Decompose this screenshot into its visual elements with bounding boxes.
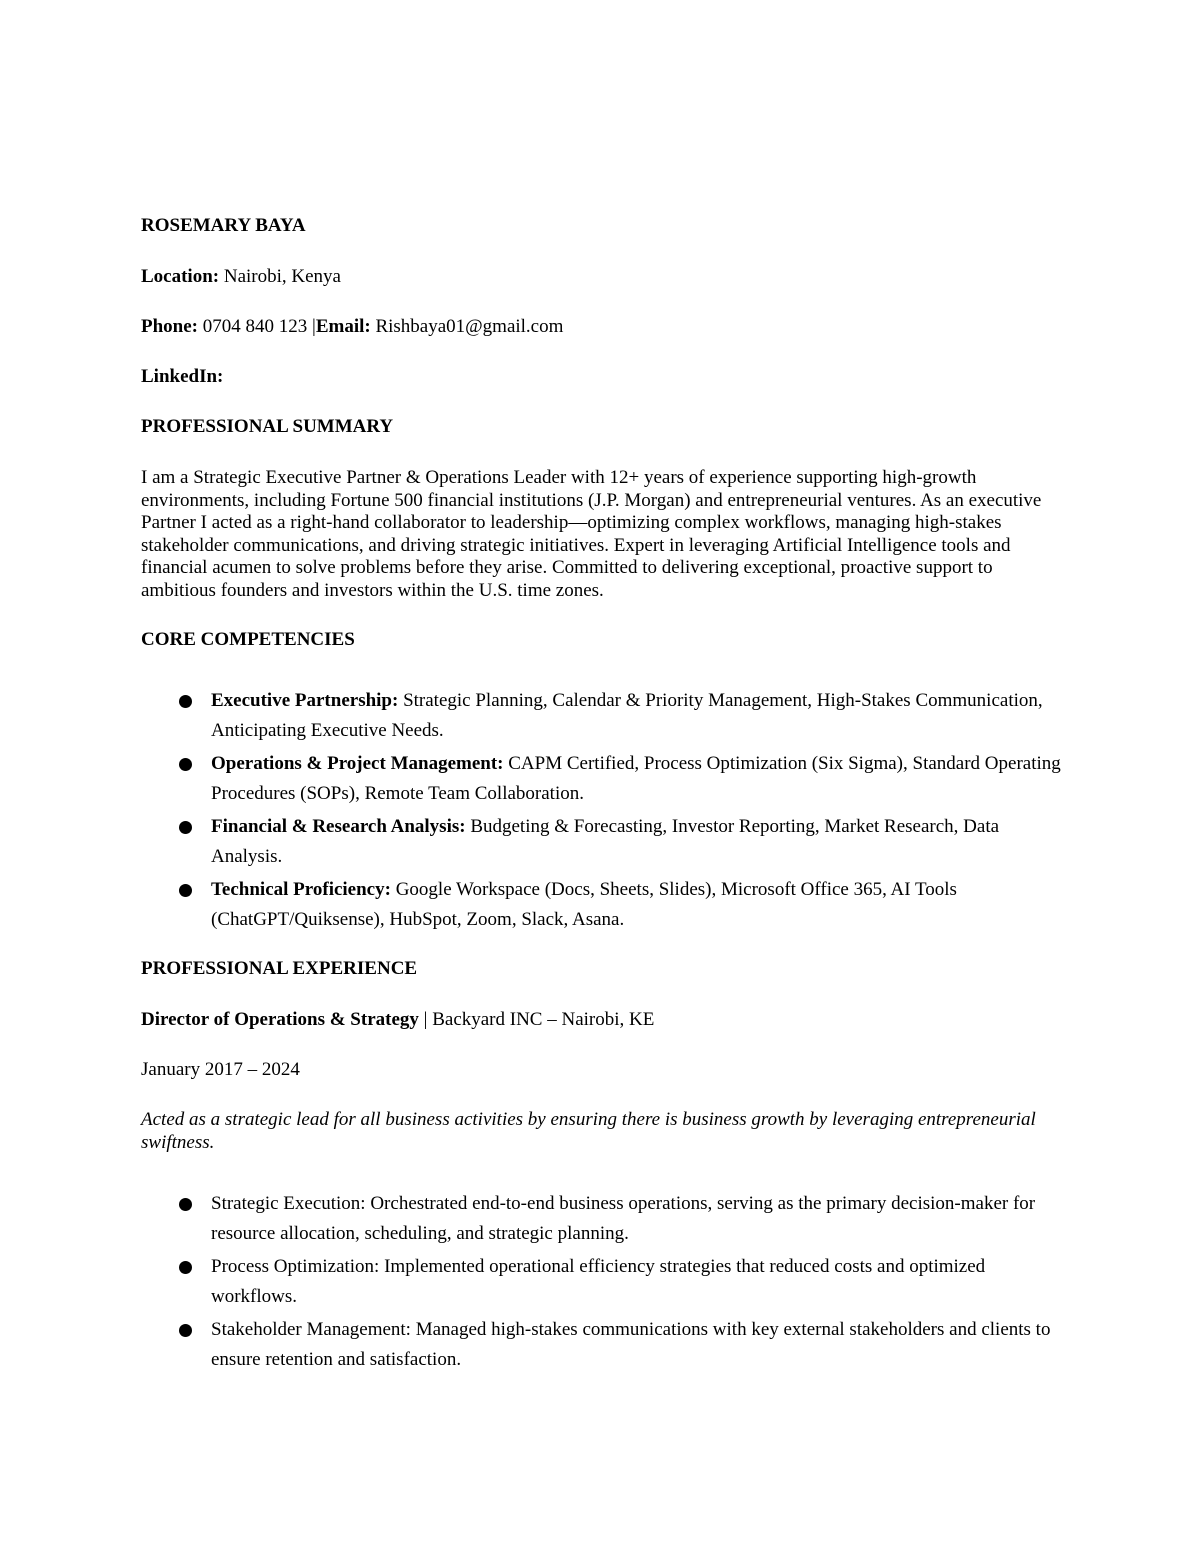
job-dates: January 2017 – 2024 xyxy=(141,1059,300,1080)
bullet-dot-icon xyxy=(179,1324,192,1337)
competency-label: Financial & Research Analysis: xyxy=(211,816,466,837)
competencies-list xyxy=(141,686,1066,938)
phone-label: Phone: xyxy=(141,316,198,337)
job-bullet-item xyxy=(141,1252,1061,1312)
job-title-line xyxy=(141,1009,654,1031)
location-line xyxy=(141,266,341,288)
email-label: Email: xyxy=(315,316,371,337)
email-value[interactable]: Rishbaya01@gmail.com xyxy=(375,316,564,337)
job-bullet-text: Process Optimization: Implemented operational efficiency strategies that reduced costs and optimized workflows. xyxy=(211,1256,986,1307)
contact-separator: | xyxy=(312,316,316,337)
bullet-dot-icon xyxy=(179,821,192,834)
job-title: Director of Operations & Strategy xyxy=(141,1009,419,1030)
bullet-dot-icon xyxy=(179,1198,192,1211)
job-bullet-item xyxy=(141,1315,1061,1375)
competency-item xyxy=(141,812,1061,872)
job-description: Acted as a strategic lead for all business activities by ensuring there is business growth by leveraging entrepreneurial swiftness. xyxy=(141,1109,1036,1153)
bullet-dot-icon xyxy=(179,695,192,708)
competency-text: Google Workspace (Docs, Sheets, Slides), Microsoft Office 365, AI Tools (ChatGPT/Quiksense), HubSpot, Zoom, Slack, Asana. xyxy=(211,879,957,930)
summary-text: I am a Strategic Executive Partner & Operations Leader with 12+ years of experience supporting high-growth environments, including Fortune 500 financial institutions (J.P. Morgan) and entrepreneurial ventures. As an executive Partner I acted as a right-hand collaborator to leadership—optimizing complex workflows, managing high-stakes stakeholder communications, and driving strategic initiatives. Expert in leveraging Artificial Intelligence tools and financial acumen to solve problems before they arise. Committed to delivering exceptional, proactive support to ambitious founders and investors within the U.S. time zones. xyxy=(141,467,1042,601)
contact-line xyxy=(141,316,563,338)
competency-item xyxy=(141,749,1061,809)
competencies-heading: CORE COMPETENCIES xyxy=(141,629,355,650)
competency-item xyxy=(141,686,1061,746)
job-bullet-text: Strategic Execution: Orchestrated end-to-end business operations, serving as the primary decision-maker for resource allocation, scheduling, and strategic planning. xyxy=(211,1193,1036,1244)
candidate-name: ROSEMARY BAYA xyxy=(141,215,306,236)
competency-label: Executive Partnership: xyxy=(211,690,399,711)
location-label: Location: xyxy=(141,266,220,287)
bullet-dot-icon xyxy=(179,758,192,771)
bullet-dot-icon xyxy=(179,1261,192,1274)
summary-heading: PROFESSIONAL SUMMARY xyxy=(141,416,394,437)
competency-item xyxy=(141,875,1061,935)
location-value: Nairobi, Kenya xyxy=(223,266,341,287)
linkedin-label: LinkedIn: xyxy=(141,366,224,387)
phone-value: 0704 840 123 xyxy=(202,316,308,337)
job-bullets-list xyxy=(141,1189,1066,1378)
competency-text: Budgeting & Forecasting, Investor Reporting, Market Research, Data Analysis. xyxy=(211,816,1000,867)
job-bullet-item xyxy=(141,1189,1061,1249)
competency-label: Operations & Project Management: xyxy=(211,753,504,774)
job-company: | Backyard INC – Nairobi, KE xyxy=(423,1009,655,1030)
experience-heading: PROFESSIONAL EXPERIENCE xyxy=(141,958,418,979)
competency-text: Strategic Planning, Calendar & Priority Management, High-Stakes Communication, Anticipating Executive Needs. xyxy=(211,690,1043,741)
competency-text: CAPM Certified, Process Optimization (Six Sigma), Standard Operating Procedures (SOPs), Remote Team Collaboration. xyxy=(211,753,1061,804)
job-bullet-text: Stakeholder Management: Managed high-stakes communications with key external stakeholders and clients to ensure retention and satisfaction. xyxy=(211,1319,1051,1370)
bullet-dot-icon xyxy=(179,884,192,897)
competency-label: Technical Proficiency: xyxy=(211,879,391,900)
